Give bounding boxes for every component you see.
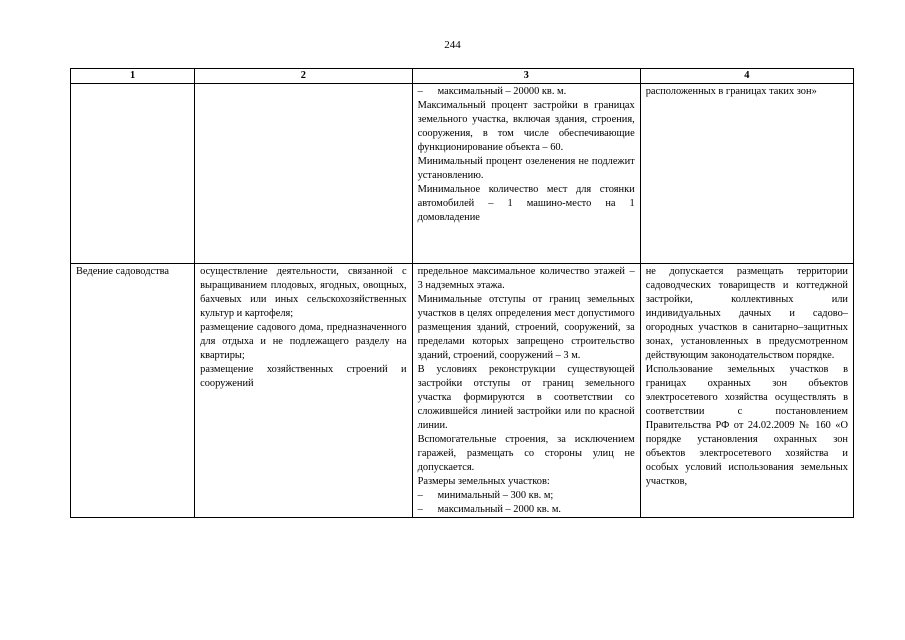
paragraph: не допускается размещать территории садоводческих товариществ и коттеджной застройки, коллективных или индивидуальных дачных и садово–огородных участков в санитарно–защитных зонах, установленных в предусмотренном действующим законодательством порядке. — [645, 266, 848, 361]
cell-row0-col3 — [412, 84, 640, 264]
paragraph: Максимальный процент застройки в границах земельного участка, включая здания, строения, сооружения, в том числе обеспечивающие функционирование объекта – 60. — [417, 100, 635, 153]
paragraph: предельное максимальное количество этажей – 3 надземных этажа. — [417, 266, 635, 291]
paragraph: Размеры земельных участков: — [417, 476, 550, 487]
paragraph: расположенных в границах таких зон» — [645, 86, 817, 97]
page-number: 244 — [444, 39, 461, 51]
cell-row0-col2 — [195, 84, 412, 264]
cell-row1-col4 — [640, 264, 853, 518]
paragraph: Минимальные отступы от границ земельных участков в целях определения мест допустимого размещения зданий, строений, сооружений, за пределами которых запрещено строительство зданий, строений, сооружений – 3 м. — [417, 294, 635, 361]
paragraph: осуществление деятельности, связанной с выращиванием плодовых, ягодных, овощных, бахчевых или иных сельскохозяйственных культур и картофеля; — [200, 266, 407, 319]
paragraph: Вспомогательные строения, за исключением гаражей, размещать со стороны улиц не допускается. — [417, 434, 635, 473]
paragraph: В условиях реконструкции существующей застройки отступы от границ земельного участка формируются в соответствии со сложившейся линией застройки или по красной линии. — [417, 364, 635, 431]
paragraph: размещение садового дома, предназначенного для отдыха и не подлежащего разделу на квартиры; — [200, 322, 407, 361]
cell-row0-col1 — [71, 84, 195, 264]
column-header-4: 4 — [640, 69, 853, 84]
column-header-1: 1 — [71, 69, 195, 84]
table-row — [71, 264, 854, 518]
paragraph: Минимальное количество мест для стоянки автомобилей – 1 машино-место на 1 домовладение — [417, 184, 635, 223]
column-header-3: 3 — [412, 69, 640, 84]
cell-row1-col3 — [412, 264, 640, 518]
paragraph: Использование земельных участков в границах охранных зон объектов электросетевого хозяйства осуществлять в соответствии с постановлением Правительства РФ от 24.02.2009 № 160 «О порядке установления охранных зон объектов электросетевого хозяйства и особых условий использования земельных участков, — [645, 364, 848, 487]
paragraph: Минимальный процент озеленения не подлежит установлению. — [417, 156, 635, 181]
table-row — [71, 84, 854, 264]
list-item: – максимальный – 20000 кв. м. — [418, 85, 635, 99]
column-header-2: 2 — [195, 69, 412, 84]
list-item: – максимальный – 2000 кв. м. — [418, 503, 635, 517]
regulations-table — [70, 68, 854, 518]
paragraph: Ведение садоводства — [76, 266, 170, 277]
list-item: – минимальный – 300 кв. м; — [418, 489, 635, 503]
paragraph: размещение хозяйственных строений и сооружений — [200, 364, 407, 389]
cell-row1-col2 — [195, 264, 412, 518]
cell-row1-col1 — [71, 264, 195, 518]
header-row — [71, 69, 854, 84]
cell-row0-col4 — [640, 84, 853, 264]
